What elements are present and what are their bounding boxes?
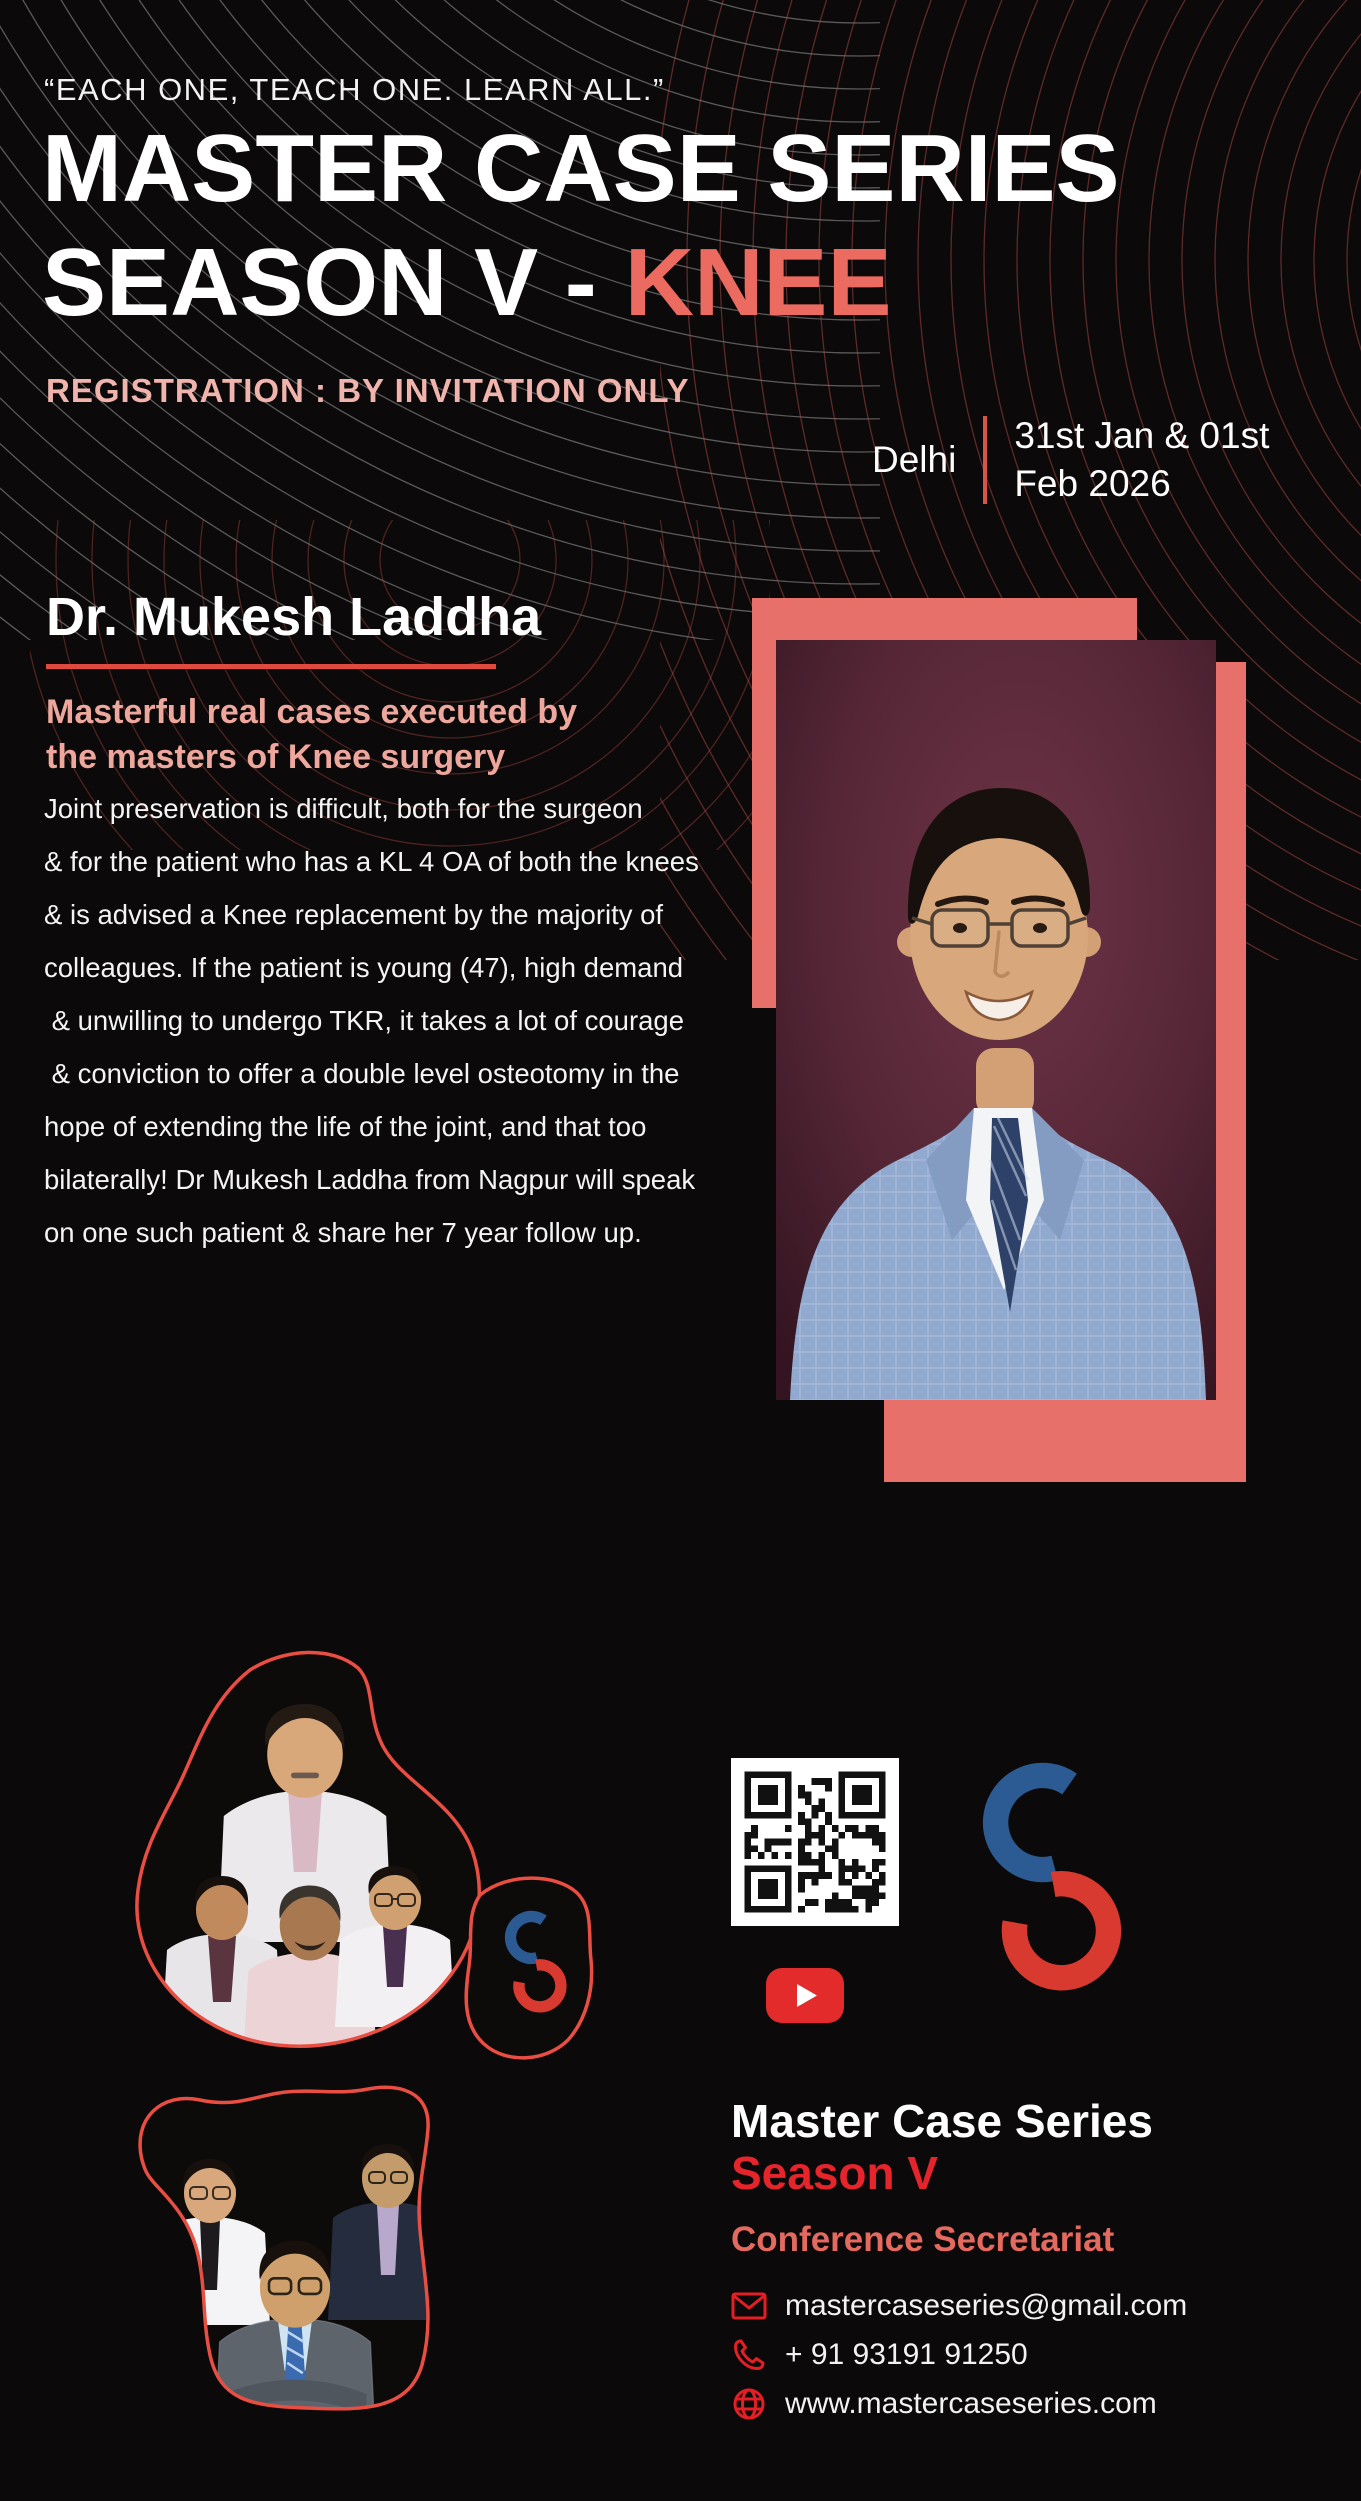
- divider-bar: [983, 416, 987, 504]
- bio-line: & conviction to offer a double level osteotomy in the: [44, 1058, 680, 1089]
- mcs-s-logo: [972, 1752, 1132, 2006]
- bio-line: & for the patient who has a KL 4 OA of both the knees: [44, 846, 699, 877]
- contact-block: [731, 2288, 1187, 2422]
- event-title-highlight: KNEE: [624, 229, 892, 336]
- contact-website[interactable]: www.mastercaseseries.com: [785, 2387, 1157, 2420]
- event-dates: 31st Jan & 01st Feb 2026: [1014, 415, 1270, 504]
- bio-line: colleagues. If the patient is young (47), high demand: [44, 952, 684, 983]
- brand-season: Season V: [731, 2147, 939, 2199]
- bio-line: on one such patient & share her 7 year follow up.: [44, 1217, 642, 1248]
- speaker-name-underline: [46, 664, 496, 669]
- bio-line: bilaterally! Dr Mukesh Laddha from Nagpur will speak: [44, 1164, 696, 1195]
- contact-email-row[interactable]: [731, 2288, 1187, 2324]
- contact-phone-row[interactable]: [731, 2337, 1187, 2373]
- speaker-name: Dr. Mukesh Laddha: [46, 587, 542, 647]
- youtube-play-icon[interactable]: [766, 1968, 844, 2023]
- contact-phone[interactable]: + 91 93191 91250: [785, 2338, 1028, 2371]
- faculty-collage: [70, 1640, 630, 2440]
- event-city: Delhi: [872, 439, 957, 480]
- speaker-photo: [776, 640, 1216, 1400]
- event-date-block: [872, 412, 1269, 508]
- contact-website-row[interactable]: [731, 2386, 1187, 2422]
- contact-email[interactable]: mastercaseseries@gmail.com: [785, 2289, 1188, 2322]
- brand-name: Master Case Series: [731, 2095, 1153, 2147]
- event-title: [42, 112, 1120, 340]
- speaker-bio: [44, 782, 699, 1259]
- secretariat-title: Conference Secretariat: [731, 2220, 1115, 2259]
- envelope-icon: [731, 2288, 767, 2324]
- bio-line: Joint preservation is difficult, both for the surgeon: [44, 793, 643, 824]
- logo-blob: [466, 1878, 591, 2058]
- phone-icon: [731, 2337, 767, 2373]
- event-title-line1: MASTER CASE SERIES: [42, 115, 1120, 222]
- event-quote: “EACH ONE, TEACH ONE. LEARN ALL.”: [44, 72, 665, 107]
- bio-line: & unwilling to undergo TKR, it takes a lot of courage: [44, 1005, 684, 1036]
- bio-line: & is advised a Knee replacement by the majority of: [44, 899, 664, 930]
- qr-code[interactable]: [731, 1758, 899, 1926]
- event-title-line2: SEASON V - KNEE: [42, 229, 892, 336]
- globe-icon: [731, 2386, 767, 2422]
- bio-line: hope of extending the life of the joint, and that too: [44, 1111, 647, 1142]
- speaker-tagline: Masterful real cases executed by the masters of Knee surgery: [46, 693, 578, 776]
- registration-note: REGISTRATION : BY INVITATION ONLY: [46, 372, 690, 409]
- qr-code-pattern: [731, 1758, 899, 1926]
